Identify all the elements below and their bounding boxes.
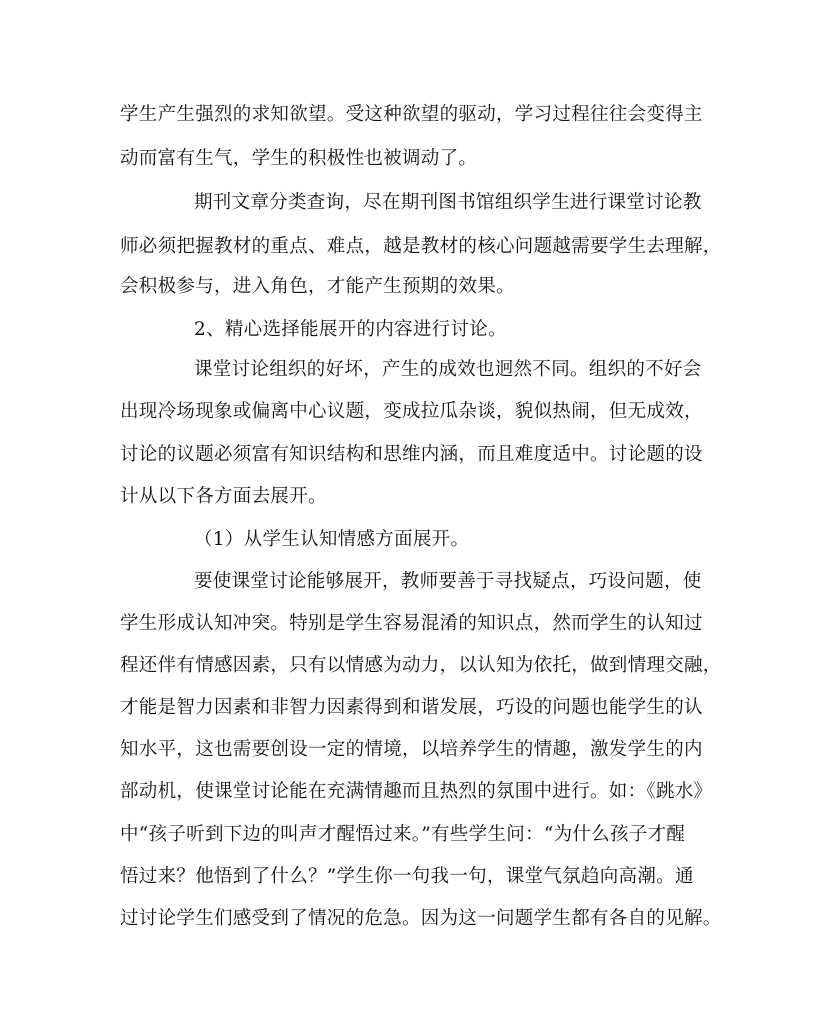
section-heading: 2、精心选择能展开的内容进行讨论。	[194, 319, 507, 340]
paragraph-first-line: 课堂讨论组织的好坏，产生的成效也迥然不同。组织的不好会	[194, 359, 702, 380]
text-line: 计从以下各方面去展开。	[120, 486, 327, 507]
subsection-heading: （1）从学生认知情感方面展开。	[194, 529, 470, 550]
text-line: 会积极参与，进入角色，才能产生预期的效果。	[120, 276, 515, 297]
text-line: 才能是智力因素和非智力因素得到和谐发展，巧设的问题也能学生的认	[120, 697, 703, 718]
text-line: 学生产生强烈的求知欲望。受这种欲望的驱动，学习过程往往会变得主	[120, 104, 703, 125]
text-line: 讨论的议题必须富有知识结构和思维内涵，而且难度适中。讨论题的设	[120, 444, 703, 465]
text-line: 程还伴有情感因素，只有以情感为动力，以认知为依托，做到情理交融，	[120, 655, 722, 676]
text-line: 师必须把握教材的重点、难点，越是教材的核心问题越需要学生去理解，	[120, 236, 722, 257]
text-line: 动而富有生气，学生的积极性也被调动了。	[120, 148, 478, 169]
text-line: 过讨论学生们感受到了情况的危急。因为这一问题学生都有各自的见解。	[120, 908, 722, 929]
paragraph-first-line: 期刊文章分类查询，尽在期刊图书馆组织学生进行课堂讨论教	[194, 192, 702, 213]
text-line: 学生形成认知冲突。特别是学生容易混淆的知识点，然而学生的认知过	[120, 613, 703, 634]
text-line: 知水平，这也需要创设一定的情境，以培养学生的情趣，激发学生的内	[120, 739, 703, 760]
paragraph-first-line: 要使课堂讨论能够展开，教师要善于寻找疑点，巧设问题，使	[194, 571, 702, 592]
text-line: 中“孩子听到下边的叫声才醒悟过来。”有些学生问：“为什么孩子才醒	[120, 824, 686, 845]
text-line: 部动机，使课堂讨论能在充满情趣而且热烈的氛围中进行。如：《跳水》	[120, 781, 713, 802]
text-line: 悟过来？他悟到了什么？”学生你一句我一句，课堂气氛趋向高潮。通	[120, 866, 694, 887]
text-line: 出现冷场现象或偏离中心议题，变成拉瓜杂谈，貌似热闹，但无成效，	[120, 401, 703, 422]
